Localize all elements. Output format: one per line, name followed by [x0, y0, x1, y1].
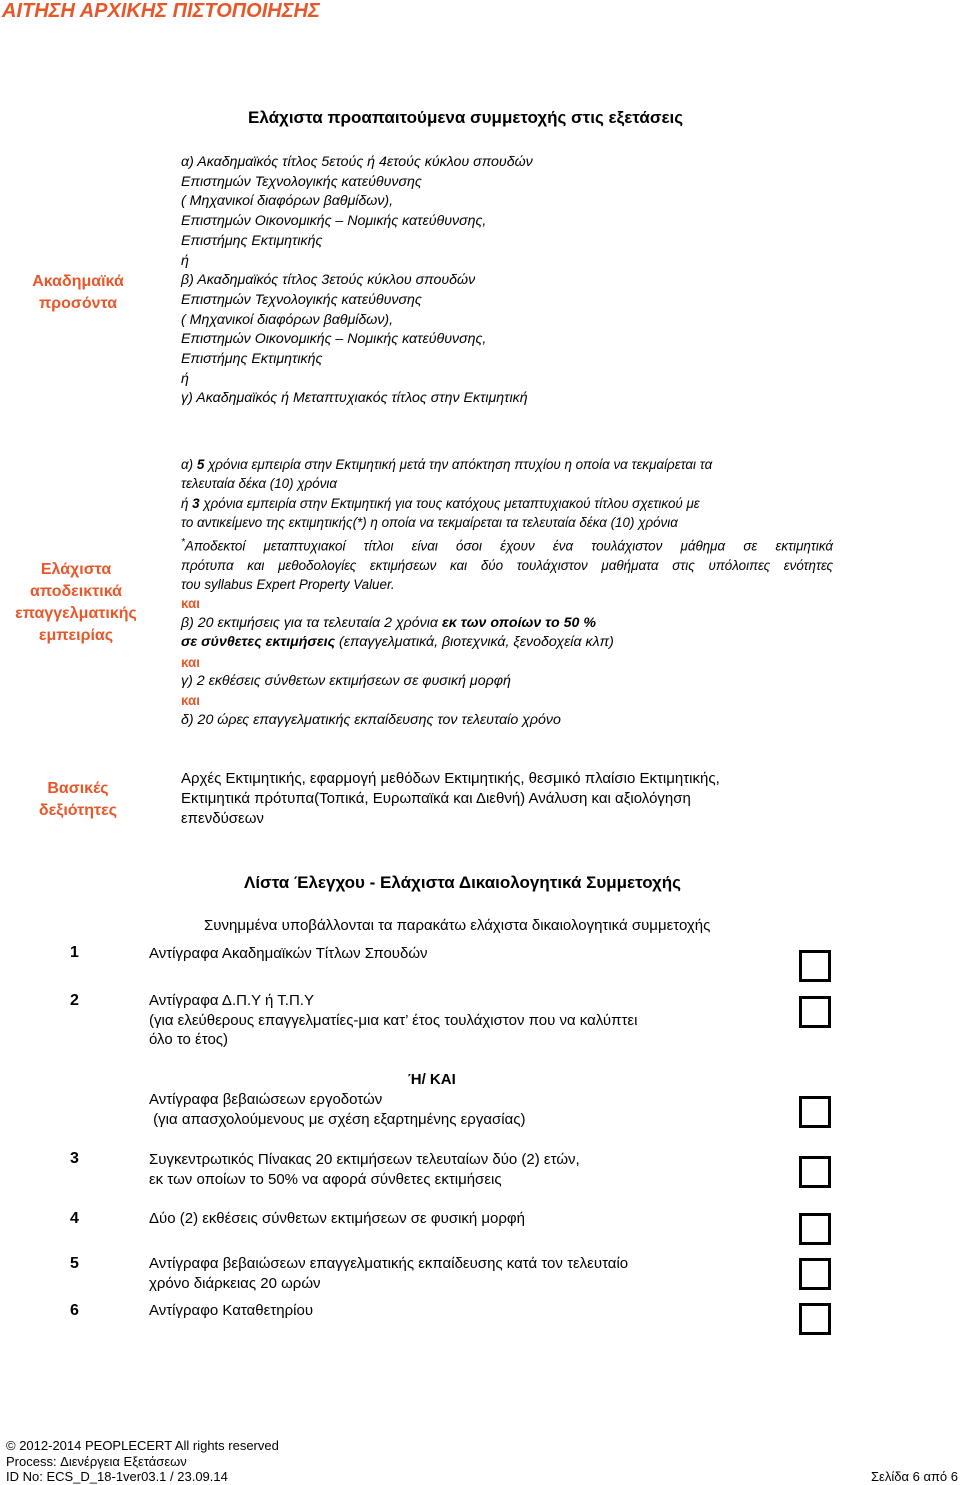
footer-page-number: Σελίδα 6 από 6: [871, 1469, 958, 1484]
item-text: όλο το έτος): [149, 1031, 229, 1048]
item-text: εκ των οποίων το 50% να αφορά σύνθετες εκτιμήσεις: [149, 1170, 502, 1188]
exp-a-prefix: α): [181, 457, 197, 472]
exp-c-line: γ) 2 εκθέσεις σύνθετων εκτιμήσεων σε φυσική μορφή: [181, 672, 511, 689]
academic-label: [10, 271, 146, 315]
item-text: (για απασχολούμενους με σχέση εξαρτημένης εργασίας): [149, 1110, 526, 1128]
checklist-item-training-certificates: [149, 1254, 628, 1293]
item-text: Αντίγραφα βεβαιώσεων επαγγελματικής εκπαίδευσης κατά τον τελευταίο: [149, 1255, 629, 1272]
academic-label-line: Ακαδημαϊκά: [32, 273, 124, 290]
exp-b-line2: [181, 633, 833, 652]
academic-line: Επιστημών Τεχνολογικής κατεύθυνσης: [181, 173, 422, 190]
skills-line: Αρχές Εκτιμητικής, εφαρμογή μεθόδων Εκτιμητικής, θεσμικό πλαίσιο Εκτιμητικής,: [181, 770, 720, 787]
exp-a-line2: τελευταία δέκα (10) χρόνια: [181, 476, 337, 492]
item-text: Δύο (2) εκθέσεις σύνθετων εκτιμήσεων σε φυσική μορφή: [149, 1210, 526, 1227]
academic-line: ή: [181, 252, 189, 269]
item-text: Συγκεντρωτικός Πίνακας 20 εκτιμήσεων τελευταίων δύο (2) ετών,: [149, 1151, 580, 1168]
checklist-intro: Συνημμένα υποβάλλονται τα παρακάτω ελάχιστα δικαιολογητικά συμμετοχής: [204, 917, 711, 934]
exp-b-text: β) 20 εκτιμήσεις για τα τελευταία 2 χρόνια: [181, 614, 442, 631]
skills-label-line: Βασικές: [47, 780, 109, 797]
exp-d-line: δ) 20 ώρες επαγγελματικής εκπαίδευσης τον τελευταίο χρόνο: [181, 711, 561, 728]
academic-line: β) Ακαδημαϊκός τίτλος 3ετούς κύκλου σπουδών: [181, 272, 476, 289]
checklist-title: Λίστα Έλεγχου - Ελάχιστα Δικαιολογητικά Συμμετοχής: [244, 873, 681, 892]
skills-label: [10, 778, 146, 822]
item-text: χρόνο διάρκειας 20 ωρών: [149, 1274, 321, 1292]
item-number: 3: [70, 1150, 79, 1167]
academic-requirements: [181, 153, 533, 409]
item-number: 1: [70, 944, 79, 961]
item-text: Αντίγραφα βεβαιώσεων εργοδοτών: [149, 1091, 383, 1108]
exp-a-text: χρόνια εμπειρία στην Εκτιμητική μετά την απόκτηση πτυχίου η οποία να τεκμαίρεται τα: [204, 457, 713, 472]
footer-process: Process: Διενέργεια Εξετάσεων: [6, 1453, 187, 1469]
checklist-item-academic-titles: [149, 944, 428, 964]
experience-label-line: αποδεικτικά: [30, 583, 122, 600]
skills-line: Εκτιμητικά πρότυπα(Τοπικά, Ευρωπαϊκά και Διεθνή) Ανάλυση και αξιολόγηση: [181, 790, 691, 807]
exp-or-prefix: ή: [181, 495, 193, 511]
checklist-item-tax-receipts: [149, 991, 637, 1050]
item-text: (για ελεύθερους επαγγελματίες-μια κατ’ έτος τουλάχιστον που να καλύπτει: [149, 1011, 638, 1029]
checkbox-employer-certificates[interactable]: [799, 1096, 831, 1128]
checkbox-academic-titles[interactable]: [799, 950, 831, 982]
item-text: Αντίγραφα Δ.Π.Υ ή Τ.Π.Υ: [149, 992, 314, 1009]
checkbox-training-certificates[interactable]: [799, 1258, 831, 1290]
academic-line: α) Ακαδημαϊκός τίτλος 5ετούς ή 4ετούς κύκλου σπουδών: [181, 154, 533, 170]
exp-b-line: [181, 614, 833, 633]
item-number: 4: [70, 1210, 79, 1227]
exp-note-text1: Αποδεκτοί μεταπτυχιακοί τίτλοι είναι όσοι έχουν ένα τουλάχιστον μάθημα σε εκτιμητικά: [184, 538, 833, 554]
academic-line: Επιστημών Τεχνολογικής κατεύθυνσης: [181, 291, 422, 308]
item-text: Αντίγραφο Καταθετηρίου: [149, 1302, 314, 1319]
prerequisites-heading: Ελάχιστα προαπαιτούμενα συμμετοχής στις εξετάσεις: [248, 108, 684, 127]
experience-label: [0, 559, 152, 647]
skills-line: επενδύσεων: [181, 810, 264, 827]
footer-copyright: © 2012-2014 PEOPLECERT All rights reserved: [6, 1438, 279, 1453]
experience-label-line: επαγγελματικής: [15, 605, 137, 622]
checklist-item-valuation-reports: [149, 1209, 525, 1229]
academic-line: Επιστήμης Εκτιμητικής: [181, 232, 323, 249]
academic-line: Επιστημών Οικονομικής – Νομικής κατεύθυνσης,: [181, 331, 487, 348]
checklist-item-valuations-table: [149, 1150, 580, 1189]
academic-line: γ) Ακαδημαϊκός ή Μεταπτυχιακός τίτλος στην Εκτιμητική: [181, 390, 528, 407]
exp-note-line3: του syllabus Expert Property Valuer.: [181, 576, 395, 592]
experience-requirements: [181, 455, 833, 730]
exp-note-line1: [181, 533, 833, 556]
or-and-label: Ή/ ΚΑΙ: [408, 1071, 456, 1088]
checkbox-tax-receipts[interactable]: [799, 996, 831, 1028]
item-number: 2: [70, 992, 79, 1009]
skills-label-line: δεξιότητες: [38, 802, 118, 819]
item-number: 6: [70, 1302, 79, 1319]
exp-or-years: 3: [192, 495, 200, 511]
exp-note-line2: πρότυπα και μεθοδολογίες εκτιμήσεων και δύο τουλάχιστον μαθήματα στις υπόλοιπες ενότητες: [181, 557, 833, 573]
exp-or-line: [181, 494, 833, 513]
academic-label-line: προσόντα: [38, 295, 118, 312]
document-title: ΑΙΤΗΣΗ ΑΡΧΙΚΗΣ ΠΙΣΤΟΠΟΙΗΣΗΣ: [2, 0, 320, 22]
skills-text: [181, 769, 720, 829]
checkbox-deposit-receipt[interactable]: [799, 1303, 831, 1335]
exp-or-text: χρόνια εμπειρία στην Εκτιμητική για τους κατόχους μεταπτυχιακού τίτλου σχετικού με: [199, 495, 700, 511]
item-number: 5: [70, 1255, 79, 1272]
checklist-item-deposit-receipt: [149, 1301, 313, 1321]
exp-b2-bold: σε σύνθετες εκτιμήσεις: [181, 634, 336, 651]
footer: [6, 1438, 279, 1485]
exp-a-years: 5: [196, 457, 205, 472]
checkbox-valuation-reports[interactable]: [799, 1213, 831, 1245]
academic-line: ( Μηχανικοί διαφόρων βαθμίδων),: [181, 311, 394, 328]
exp-a-line: [181, 455, 833, 474]
and-connector: και: [181, 596, 200, 612]
checkbox-valuations-table[interactable]: [799, 1156, 831, 1188]
and-connector: και: [181, 693, 200, 709]
and-connector: και: [181, 654, 200, 670]
experience-label-line: Ελάχιστα: [40, 561, 112, 578]
exp-or-line2: το αντικείμενο της εκτιμητικής(*) η οποία να τεκμαίρεται τα τελευταία δέκα (10) χρόνια: [181, 515, 678, 531]
exp-b2-text: (επαγγελματικά, βιοτεχνικά, ξενοδοχεία κλπ): [335, 634, 614, 651]
item-text: Αντίγραφα Ακαδημαϊκών Τίτλων Σπουδών: [149, 945, 428, 962]
footnote-star: *: [181, 536, 185, 548]
academic-line: Επιστημών Οικονομικής – Νομικής κατεύθυνσης,: [181, 213, 487, 230]
exp-b-bold: εκ των οποίων το 50 %: [441, 614, 596, 631]
footer-id: ID No: ECS_D_18-1ver03.1 / 23.09.14: [6, 1469, 228, 1484]
academic-line: ή: [181, 370, 189, 387]
academic-line: Επιστήμης Εκτιμητικής: [181, 351, 323, 368]
academic-line: ( Μηχανικοί διαφόρων βαθμίδων),: [181, 193, 394, 210]
checklist-item-employer-certificates: [149, 1090, 525, 1129]
experience-label-line: εμπειρίας: [38, 627, 114, 644]
